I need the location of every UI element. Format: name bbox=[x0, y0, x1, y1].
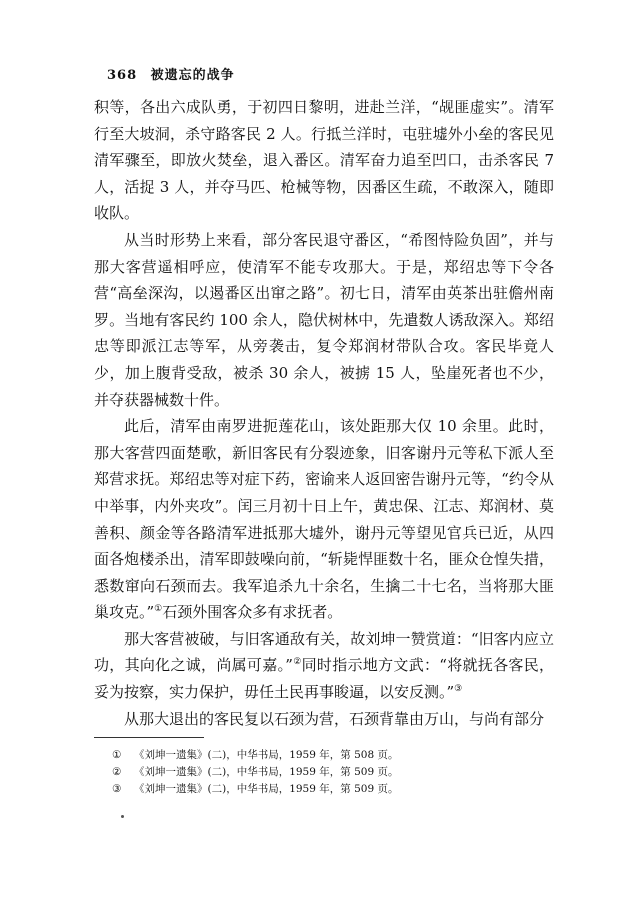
paragraph-text-tail: 石颈外围客众多有求抚者。 bbox=[162, 603, 343, 622]
scan-speck bbox=[121, 815, 124, 818]
paragraph-text: 此后，清军由南罗进扼莲花山，该处距那大仅 10 余里。此时，那大客营四面楚歌，新旧客民有分裂迹象，旧客谢丹元等私下派人至郑营求抚。郑绍忠等对症下药，密谕来人返回密告谢丹元等，“约令从中举事，内外夹攻”。闰三月初十日上午，黄忠保、江志、郑润材、莫善积、颜金等各路清军进抵那大墟外，谢丹元等望见官兵已近，从四面各炮楼杀出，清军即鼓噪向前，“斩毙悍匪数十名，匪众仓惶失措，悉数窜向石颈而去。我军追杀九十余名，生擒二十七名，当将那大匪巢攻克。” bbox=[94, 417, 554, 622]
paragraph-text: 积等，各出六成队勇，于初四日黎明，进赴兰洋，“觇匪虚实”。清军行至大坡洞，杀守路客民 2 人。行抵兰洋时，屯驻墟外小垒的客民见清军骤至，即放火焚垒，退入番区。清军奋力追至凹口，击杀客民 7 人，活捉 3 人，并夺马匹、枪械等物，因番区生疏，不敢深入，随即收队。 bbox=[94, 98, 554, 223]
footnote-2 bbox=[112, 764, 532, 781]
footnote-mark: ② bbox=[112, 766, 122, 778]
page-number: 368 bbox=[107, 68, 138, 83]
footnotes bbox=[112, 747, 532, 798]
paragraph-4 bbox=[94, 626, 554, 706]
paragraph-text: 那大客营被破，与旧客通敌有关，故刘坤一赞赏道：“旧客内应立功，其向化之诚，尚属可嘉。” bbox=[94, 629, 554, 675]
book-title: 被遗忘的战争 bbox=[150, 68, 235, 83]
footnote-1 bbox=[112, 747, 532, 764]
footnote-mark: ① bbox=[112, 749, 122, 761]
paragraph-5 bbox=[94, 706, 554, 733]
footnote-ref-3: ③ bbox=[454, 684, 463, 695]
paragraph-1 bbox=[94, 94, 554, 227]
footnote-ref-1: ① bbox=[154, 604, 163, 615]
paragraph-2 bbox=[94, 227, 554, 413]
footnote-mark: ③ bbox=[112, 783, 122, 795]
footnote-3 bbox=[112, 781, 532, 798]
main-text bbox=[94, 94, 554, 732]
footnote-divider bbox=[94, 737, 204, 738]
footnote-text: 《刘坤一遗集》(二)，中华书局，1959 年，第 508 页。 bbox=[134, 749, 399, 761]
paragraph-text: 从那大退出的客民复以石颈为营，石颈背靠由万山，与尚有部分 bbox=[124, 709, 545, 728]
footnote-text: 《刘坤一遗集》(二)，中华书局，1959 年，第 509 页。 bbox=[134, 783, 399, 795]
footnote-ref-2: ② bbox=[292, 657, 302, 668]
footnote-text: 《刘坤一遗集》(二)，中华书局，1959 年，第 509 页。 bbox=[134, 766, 399, 778]
paragraph-text: 从当时形势上来看，部分客民退守番区，“希图恃险负固”，并与那大客营遥相呼应，使清军不能专攻那大。于是，郑绍忠等下令各营“高垒深沟，以遏番区出窜之路”。初七日，清军由英茶出驻儋州南罗。当地有客民约 100 余人，隐伏树林中，先遣数人诱敌深入。郑绍忠等即派江志等军，从旁袭击，复令郑润材带队合攻。客民毕竟人少，加上腹背受敌，被杀 30 余人，被掳 15 人，坠崖死者也不少，并夺获器械数十件。 bbox=[94, 230, 554, 409]
running-header bbox=[107, 64, 235, 83]
paragraph-3 bbox=[94, 413, 554, 626]
paragraph-text-tail: 同时指示地方文武：“将就抚各客民，妥为按察，实力保护，毋任土民再事睃逼，以安反测。” bbox=[94, 656, 554, 702]
